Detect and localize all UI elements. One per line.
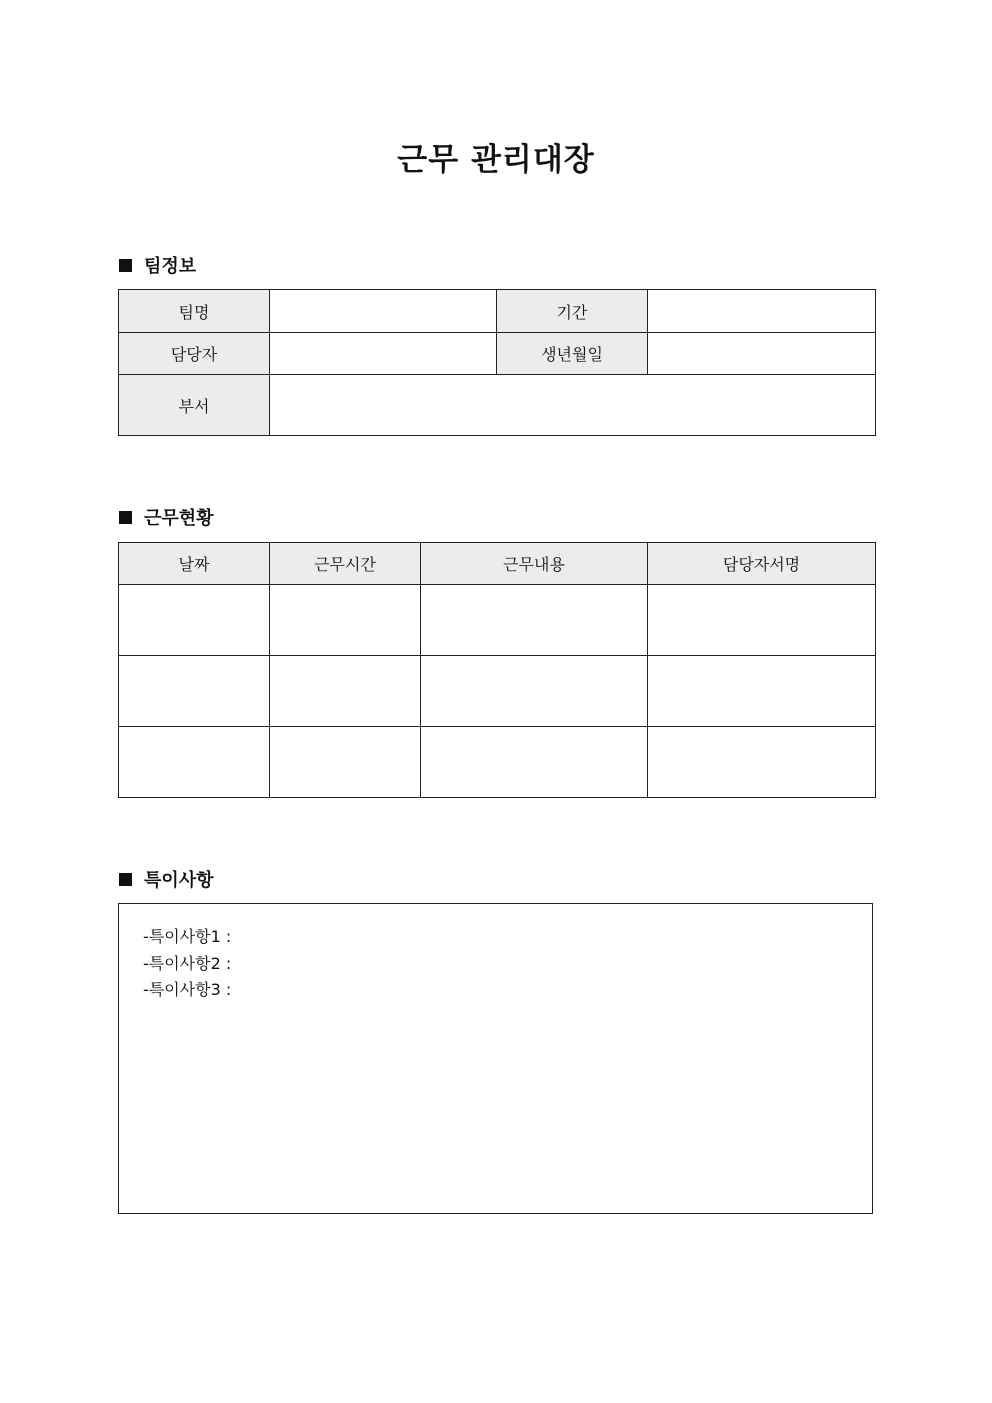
work-status-heading-label: 근무현황 (144, 508, 214, 529)
signature-cell[interactable] (648, 585, 876, 656)
team-info-table (118, 289, 876, 436)
team-info-heading-label: 팀정보 (144, 256, 197, 277)
team-info-row (119, 333, 876, 375)
date-cell[interactable] (119, 585, 270, 656)
period-field[interactable] (648, 290, 876, 333)
table-row (119, 585, 876, 656)
team-info-row (119, 375, 876, 436)
department-label: 부서 (119, 375, 270, 436)
square-bullet-icon (119, 873, 132, 886)
date-cell[interactable] (119, 656, 270, 727)
department-field[interactable] (270, 375, 876, 436)
work-hours-cell[interactable] (270, 727, 421, 798)
work-content-cell[interactable] (421, 585, 648, 656)
team-info-heading (119, 253, 196, 277)
column-header-signature: 담당자서명 (648, 543, 876, 585)
team-info-row (119, 290, 876, 333)
note-line: -특이사항1 : (143, 927, 232, 946)
work-hours-cell[interactable] (270, 585, 421, 656)
signature-cell[interactable] (648, 656, 876, 727)
birthdate-label: 생년월일 (497, 333, 648, 375)
page-title: 근무 관리대장 (397, 142, 595, 178)
work-status-heading (119, 505, 214, 529)
note-line: -특이사항3 : (143, 980, 232, 999)
signature-cell[interactable] (648, 727, 876, 798)
table-row (119, 727, 876, 798)
period-label: 기간 (497, 290, 648, 333)
work-status-table (118, 542, 876, 798)
column-header-work-content: 근무내용 (421, 543, 648, 585)
work-status-header-row (119, 543, 876, 585)
table-row (119, 656, 876, 727)
notes-heading-label: 특이사항 (144, 870, 214, 891)
note-line: -특이사항2 : (143, 953, 232, 973)
date-cell[interactable] (119, 727, 270, 798)
manager-label: 담당자 (119, 333, 270, 375)
team-name-label: 팀명 (119, 290, 270, 333)
notes-box[interactable] (118, 903, 873, 1214)
column-header-date: 날짜 (119, 543, 270, 585)
birthdate-field[interactable] (648, 333, 876, 375)
square-bullet-icon (119, 511, 132, 524)
work-hours-cell[interactable] (270, 656, 421, 727)
column-header-work-hours: 근무시간 (270, 543, 421, 585)
team-name-field[interactable] (270, 290, 497, 333)
work-content-cell[interactable] (421, 727, 648, 798)
notes-heading (119, 867, 214, 891)
work-content-cell[interactable] (421, 656, 648, 727)
manager-field[interactable] (270, 333, 497, 375)
square-bullet-icon (119, 259, 132, 272)
